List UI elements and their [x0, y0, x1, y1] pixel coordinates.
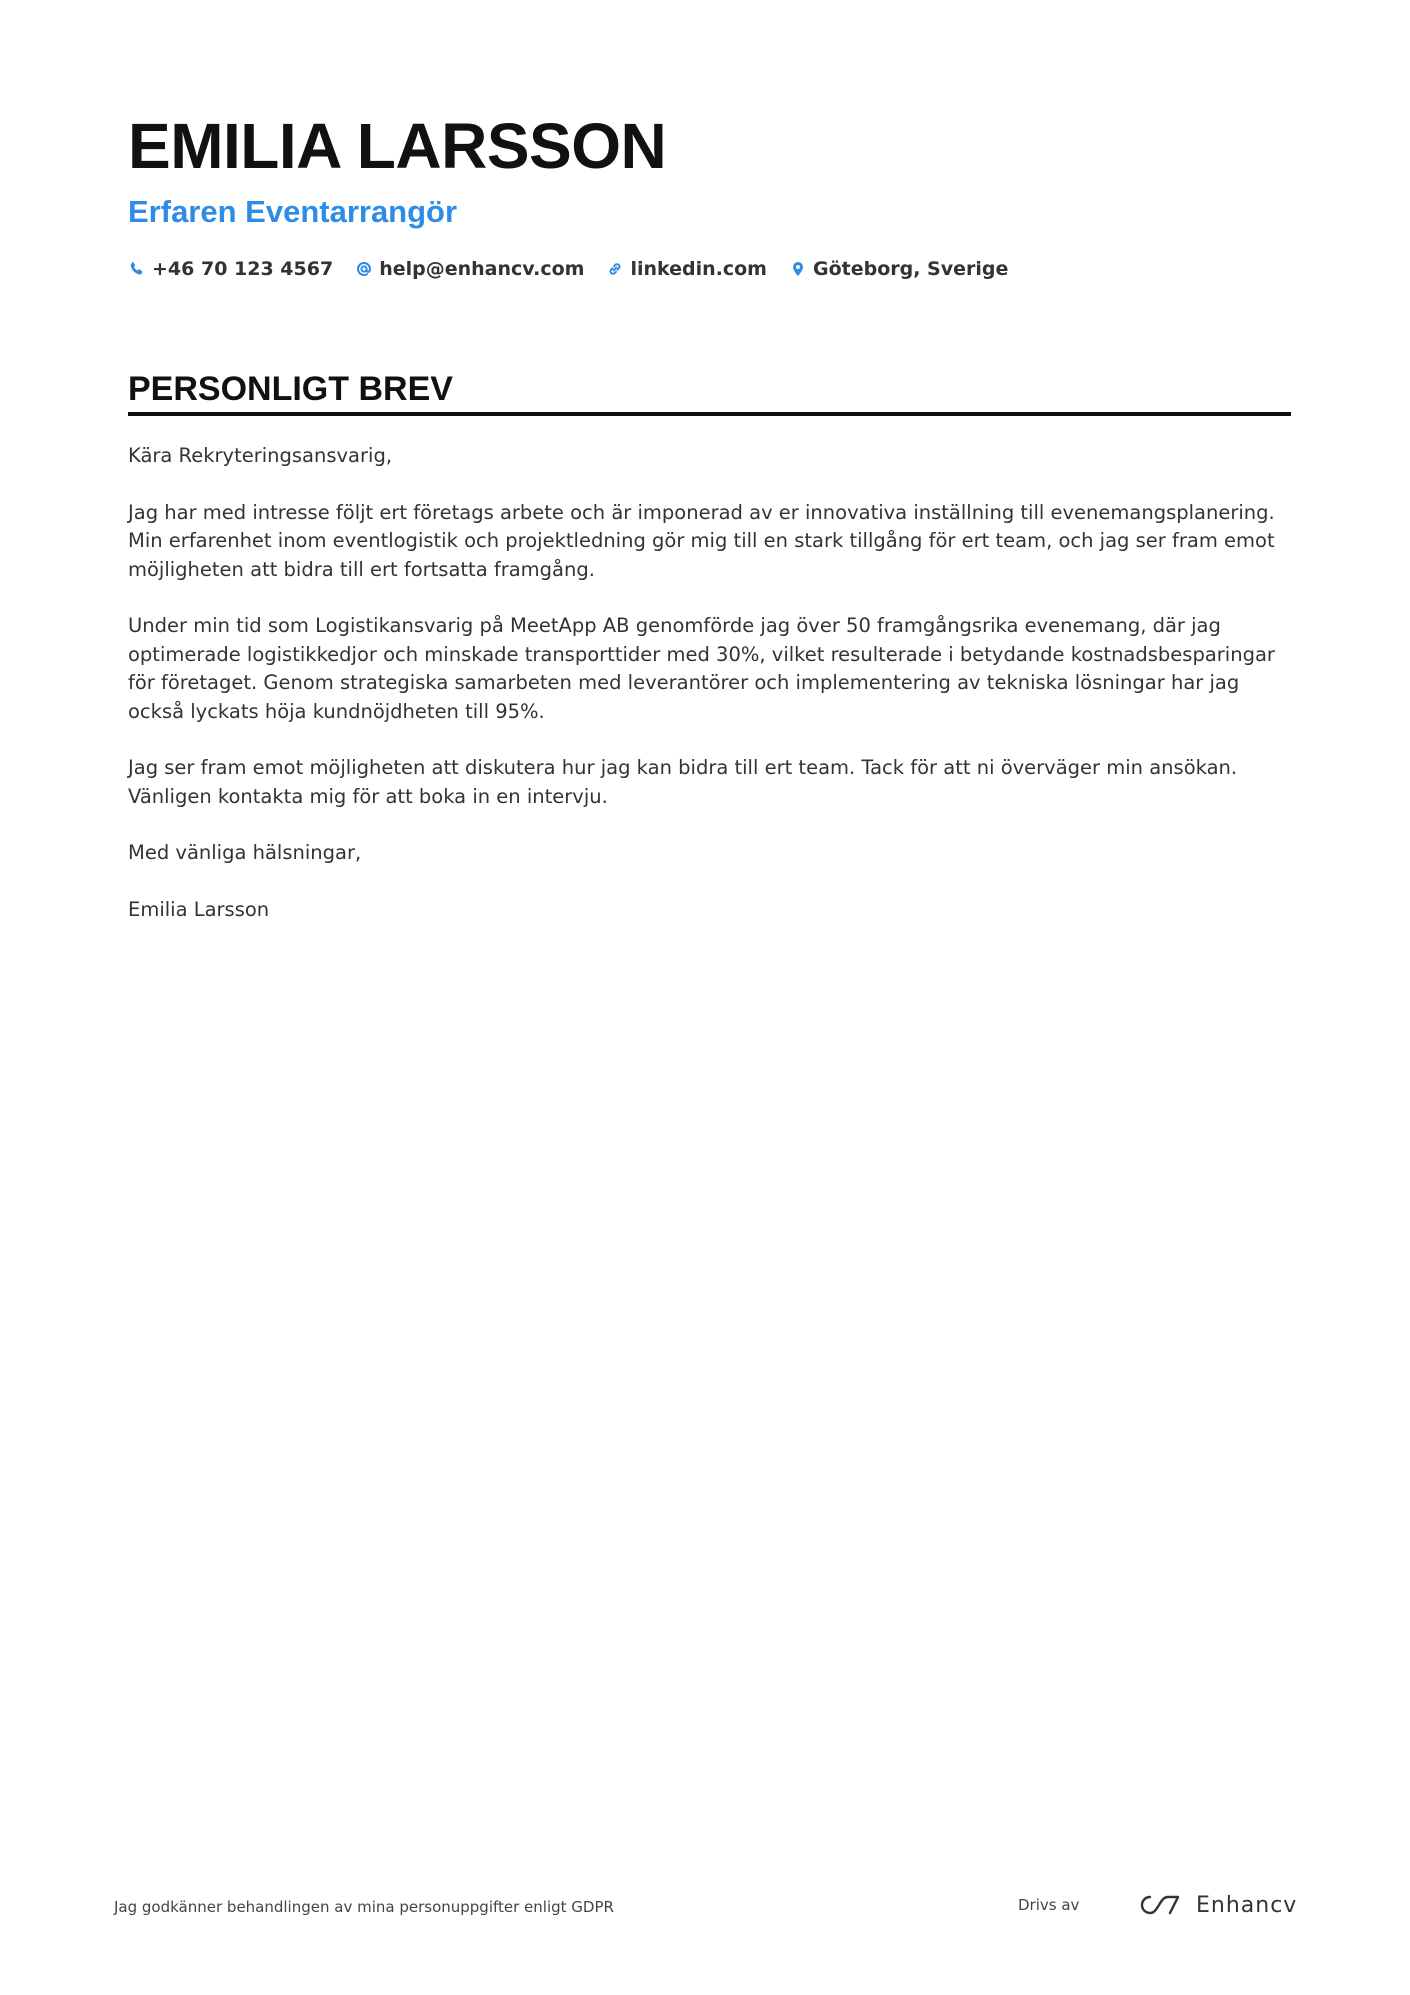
applicant-name: EMILIA LARSSON	[128, 110, 667, 182]
email-text: help@enhancv.com	[379, 258, 585, 280]
contact-bar	[128, 258, 1288, 280]
letter-paragraph-2: Under min tid som Logistikansvarig på MeetApp AB genomförde jag över 50 framgångsrika evenemang, där jag optimerade logistikkedjor och minskade transporttider med 30%, vilket resulterade i betydande kostnadsbesparingar för företaget. Genom strategiska samarbeten med leverantörer och implementering av tekniska lösningar har jag också lyckats höja kundnöjdheten till 95%.	[128, 614, 1275, 723]
phone-icon	[128, 260, 146, 278]
powered-by-text: Drivs av	[1018, 1896, 1080, 1914]
header	[128, 108, 1288, 280]
job-title: Erfaren Eventarrangör	[128, 194, 458, 229]
linkedin-text: linkedin.com	[630, 258, 767, 280]
letter-signature: Emilia Larsson	[128, 897, 270, 921]
location-text: Göteborg, Sverige	[812, 258, 1009, 280]
footer	[114, 1888, 1298, 1924]
cover-letter-section	[128, 368, 1291, 952]
location-pin-icon	[789, 260, 807, 278]
letter-body	[128, 442, 1291, 924]
letter-paragraph-3: Jag ser fram emot möjligheten att diskutera hur jag kan bidra till ert team. Tack för att ni överväger min ansökan. Vänligen kontakta mig för att boka in en intervju.	[128, 756, 1238, 808]
contact-location	[789, 258, 1008, 280]
enhancv-brand-text: Enhancv	[1196, 1892, 1298, 1918]
section-title: PERSONLIGT BREV	[128, 370, 453, 408]
link-icon	[606, 260, 624, 278]
contact-email	[355, 258, 584, 280]
gdpr-consent-text: Jag godkänner behandlingen av mina personuppgifter enligt GDPR	[114, 1898, 614, 1916]
section-divider	[128, 412, 1291, 416]
at-icon	[355, 260, 373, 278]
letter-greeting: Kära Rekryteringsansvarig,	[128, 444, 393, 467]
contact-phone	[128, 258, 333, 280]
enhancv-logo-link[interactable]	[1138, 1888, 1297, 1922]
letter-paragraph-1: Jag har med intresse följt ert företags arbete och är imponerad av er innovativa inställning till evenemangsplanering. Min erfarenhet inom eventlogistik och projektledning gör mig till en stark tillgång för ert team, och jag ser fram emot möjligheten att bidra till ert fortsatta framgång.	[128, 500, 1275, 581]
phone-text: +46 70 123 4567	[152, 258, 334, 280]
contact-linkedin	[606, 258, 767, 280]
letter-closing: Med vänliga hälsningar,	[128, 841, 362, 864]
enhancv-logo-icon	[1138, 1893, 1184, 1917]
